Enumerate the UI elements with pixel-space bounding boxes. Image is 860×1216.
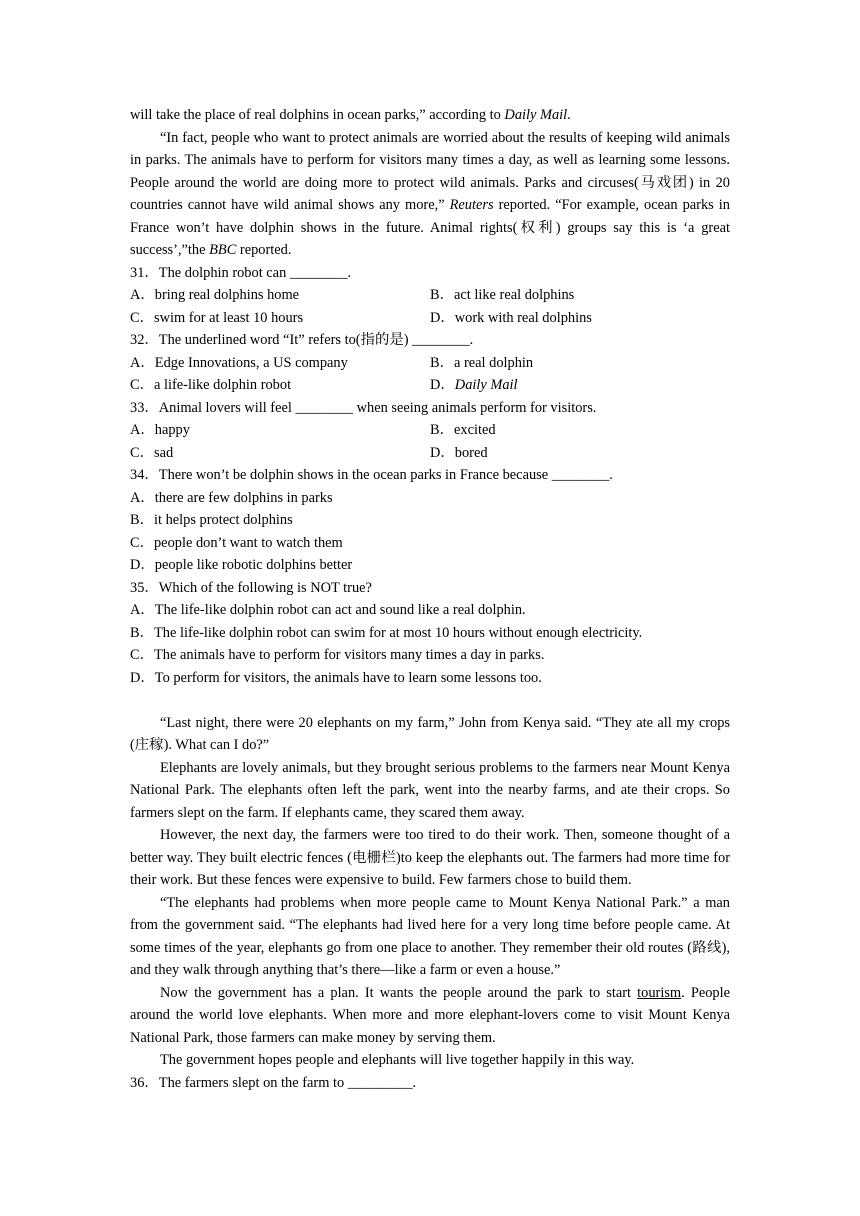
spacer <box>130 689 730 712</box>
passage2-paragraph: “Last night, there were 20 elephants on my farm,” John from Kenya said. “They ate all my crops (庄稼). What can I do?” <box>130 714 730 753</box>
option-row <box>130 352 730 375</box>
question-stem: 32．The underlined word “It” refers to(指的是) ________. <box>130 332 474 348</box>
option: C．people don’t want to watch them <box>130 534 343 551</box>
passage2-paragraph: Elephants are lovely animals, but they brought serious problems to the farmers near Mount Kenya National Park. The elephants often left the park, went into the nearby farms, and ate their crops. So farmers slept on the farm. If elephants came, they scared them away. <box>130 759 730 821</box>
option-row <box>130 284 730 307</box>
text: reported. <box>236 242 292 258</box>
option-row <box>130 307 730 330</box>
option: C．swim for at least 10 hours <box>130 309 304 326</box>
passage1-paragraph <box>130 127 730 262</box>
passage2-paragraph: The government hopes people and elephants will live together happily in this way. <box>160 1052 635 1068</box>
underlined-word-tourism: tourism <box>637 984 682 1001</box>
option-italic: Daily Mail <box>454 377 518 393</box>
option: D．bored <box>430 444 488 461</box>
question-stem: 34．There won’t be dolphin shows in the ocean parks in France because ________. <box>130 467 613 483</box>
option: D．people like robotic dolphins better <box>130 557 353 573</box>
option-row <box>130 442 730 465</box>
passage2-paragraph: “The elephants had problems when more people came to Mount Kenya National Park.” a man from the government said. “The elephants had lived here for a very long time before people came. At some times of the year, elephants go from one place to another. They remember their old routes (路线), and they walk through anything that’s there—like a farm or even a house.” <box>130 894 730 978</box>
question-stem: 36．The farmers slept on the farm to _________. <box>130 1074 417 1091</box>
option: D．To perform for visitors, the animals have to learn some lessons too. <box>130 669 542 686</box>
source-reuters: Reuters <box>449 197 494 213</box>
option: C．a life-like dolphin robot <box>130 377 292 393</box>
option: B．excited <box>430 422 496 438</box>
text: reported. “For example, ocean parks in France won’t have dolphin shows in the future. Animal rights(权利) groups say this is ‘a great success’,”the <box>130 197 730 258</box>
option: B．act like real dolphins <box>430 287 575 303</box>
option-prefix: D． <box>430 377 455 393</box>
option: A．there are few dolphins in parks <box>130 489 333 506</box>
option: B．it helps protect dolphins <box>130 512 293 528</box>
text: “In fact, people who want to protect animals are worried about the results of keeping wild animals in parks. The animals have to perform for visitors many times a day, as well as learning some lessons. People around the world are doing more to protect wild animals. Parks and circuses(马戏团) in 20 countries cannot have wild animal shows any more,” <box>130 129 730 213</box>
text: Now the government has a plan. It wants the people around the park to start <box>160 984 638 1001</box>
source-daily-mail: Daily Mail <box>504 107 568 123</box>
option: A．bring real dolphins home <box>130 287 300 303</box>
option: C．sad <box>130 444 174 461</box>
option: C．The animals have to perform for visitors many times a day in parks. <box>130 647 545 663</box>
option: D．work with real dolphins <box>430 309 592 326</box>
text: . <box>567 107 571 123</box>
option: A．Edge Innovations, a US company <box>130 354 348 371</box>
question-stem: 35．Which of the following is NOT true? <box>130 579 372 596</box>
option <box>430 374 730 397</box>
text: . People around the world love elephants. When more and more elephant-lovers come to visit Mount Kenya National Park, those farmers can make money by serving them. <box>130 984 730 1046</box>
option: A．happy <box>130 422 190 438</box>
option: B．a real dolphin <box>430 354 534 371</box>
question-stem: 31．The dolphin robot can ________. <box>130 264 352 281</box>
option-row <box>130 374 730 397</box>
option: A．The life-like dolphin robot can act and sound like a real dolphin. <box>130 602 526 618</box>
option-row <box>130 419 730 442</box>
option: B．The life-like dolphin robot can swim for at most 10 hours without enough electricity. <box>130 624 643 641</box>
source-bbc: BBC <box>209 242 237 258</box>
text: will take the place of real dolphins in ocean parks,” according to <box>130 107 505 123</box>
passage2-paragraph: However, the next day, the farmers were too tired to do their work. Then, someone thought of a better way. They built electric fences (电栅栏)to keep the elephants out. The farmers had more time for their work. But these fences were expensive to build. Few farmers chose to build them. <box>130 827 730 888</box>
passage1-line <box>130 104 730 127</box>
document-content <box>130 104 730 1094</box>
passage2-paragraph <box>130 982 730 1050</box>
question-stem: 33．Animal lovers will feel ________ when seeing animals perform for visitors. <box>130 399 597 416</box>
